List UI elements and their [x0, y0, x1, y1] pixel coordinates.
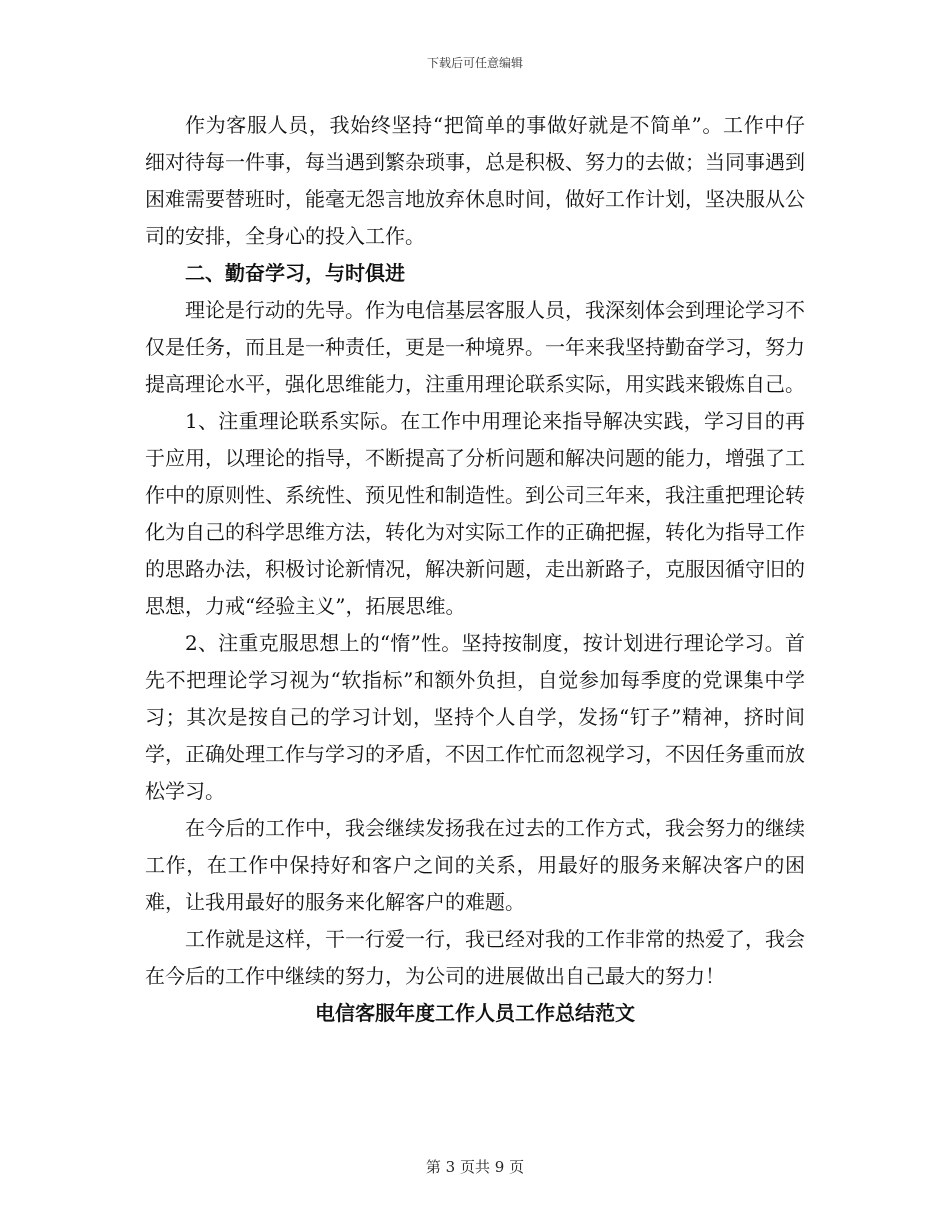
paragraph-future-work: 在今后的工作中，我会继续发扬我在过去的工作方式，我会努力的继续工作，在工作中保持好和客户之间的关系，用最好的服务来解决客户的困难，让我用最好的服务来化解客户的难题。 [145, 816, 805, 914]
next-article-title: 电信客服年度工作人员工作总结范文 [315, 1001, 635, 1025]
page-number: 第 3 页共 9 页 [425, 1158, 525, 1176]
paragraph-conclusion: 工作就是这样，干一行爱一行，我已经对我的工作非常的热爱了，我会在今后的工作中继续的努力，为公司的进展做出自己最大的努力！ [145, 927, 805, 988]
page-header: 下载后可任意编辑 [426, 56, 523, 70]
section-heading-study: 二、勤奋学习，与时俱进 [185, 261, 405, 285]
paragraph-customer-service-attitude: 作为客服人员，我始终坚持“把简单的事做好就是不简单”。工作中仔细对待每一件事，每当遇到繁杂琐事，总是积极、努力的去做；当同事遇到困难需要替班时，能毫无怨言地放弃休息时间，做好工作计划，坚决服从公司的安排，全身心的投入工作。 [145, 113, 805, 248]
document-body [145, 107, 805, 1032]
paragraph-overcome-inertia: 2、注重克服思想上的“惰”性。坚持按制度，按计划进行理论学习。首先不把理论学习视为“软指标”和额外负担，自觉参加每季度的党课集中学习；其次是按自己的学习计划，坚持个人自学，发扬“钉子”精神，挤时间学，正确处理工作与学习的矛盾，不因工作忙而忽视学习，不因任务重而放松学习。 [145, 631, 805, 803]
paragraph-theory-practice: 1、注重理论联系实际。在工作中用理论来指导解决实践，学习目的再于应用，以理论的指导，不断提高了分析问题和解决问题的能力，增强了工作中的原则性、系统性、预见性和制造性。到公司三年来，我注重把理论转化为自己的科学思维方法，转化为对实际工作的正确把握，转化为指导工作的思路办法，积极讨论新情况，解决新问题，走出新路子，克服因循守旧的思想，力戒“经验主义”，拓展思维。 [145, 409, 805, 618]
paragraph-theory-guidance: 理论是行动的先导。作为电信基层客服人员，我深刻体会到理论学习不仅是任务，而且是一种责任，更是一种境界。一年来我坚持勤奋学习，努力提高理论水平，强化思维能力，注重用理论联系实际，用实践来锻炼自己。 [145, 298, 805, 396]
